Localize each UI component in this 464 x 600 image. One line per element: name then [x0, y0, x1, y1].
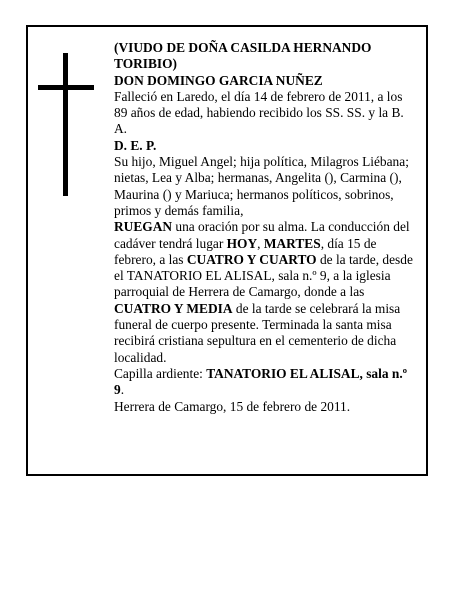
ruegan-label: RUEGAN: [114, 219, 173, 235]
request-text-2: ,: [257, 235, 264, 251]
dep-line: D. E. P.: [114, 137, 157, 153]
martes-label: MARTES: [263, 235, 321, 251]
death-info: Falleció en Laredo, el día 14 de febrero de 2011, a los 89 años de edad, habiendo recibido los SS. SS. y la B. A.: [114, 88, 404, 137]
chapel-line: [114, 366, 419, 399]
place-date: Herrera de Camargo, 15 de febrero de 2011.: [114, 398, 351, 414]
family-list: Su hijo, Miguel Angel; hija política, Milagros Liébana; nietas, Lea y Alba; hermanas, Angelita (), Carmina (), Maurina () y Mariuca; hermanos políticos, sobrinos, primos y demás familia,: [114, 154, 409, 218]
mass-time: CUATRO Y MEDIA: [114, 300, 233, 316]
request-text-3: , día 15 de febrero, a las: [114, 235, 377, 267]
chapel-value: TANATORIO EL ALISAL, sala n.º 9: [114, 365, 408, 398]
request-text-5: de la tarde se celebrará la misa funeral de cuerpo presente. Terminada la santa misa recibirá cristiana sepultura en el cementerio de dicha localidad.: [114, 300, 401, 365]
cross-icon: [63, 53, 68, 196]
cross-icon-crossbar: [38, 85, 94, 90]
deceased-name: DON DOMINGO GARCIA NUÑEZ: [114, 72, 323, 88]
conduction-time: CUATRO Y CUARTO: [186, 251, 317, 267]
request-text-1: una oración por su alma. La conducción del cadáver tendrá lugar: [114, 219, 410, 251]
obituary-text: [114, 40, 419, 415]
chapel-end: .: [120, 382, 125, 398]
hoy-label: HOY: [226, 235, 258, 251]
chapel-label: Capilla ardiente:: [114, 365, 207, 381]
funeral-request: [114, 219, 419, 366]
request-text-4: de la tarde, desde el TANATORIO EL ALISAL, sala n.º 9, a la iglesia parroquial de Herrera de Camargo, donde a las: [114, 251, 413, 300]
widow-line: (VIUDO DE DOÑA CASILDA HERNANDO TORIBIO): [114, 40, 372, 72]
